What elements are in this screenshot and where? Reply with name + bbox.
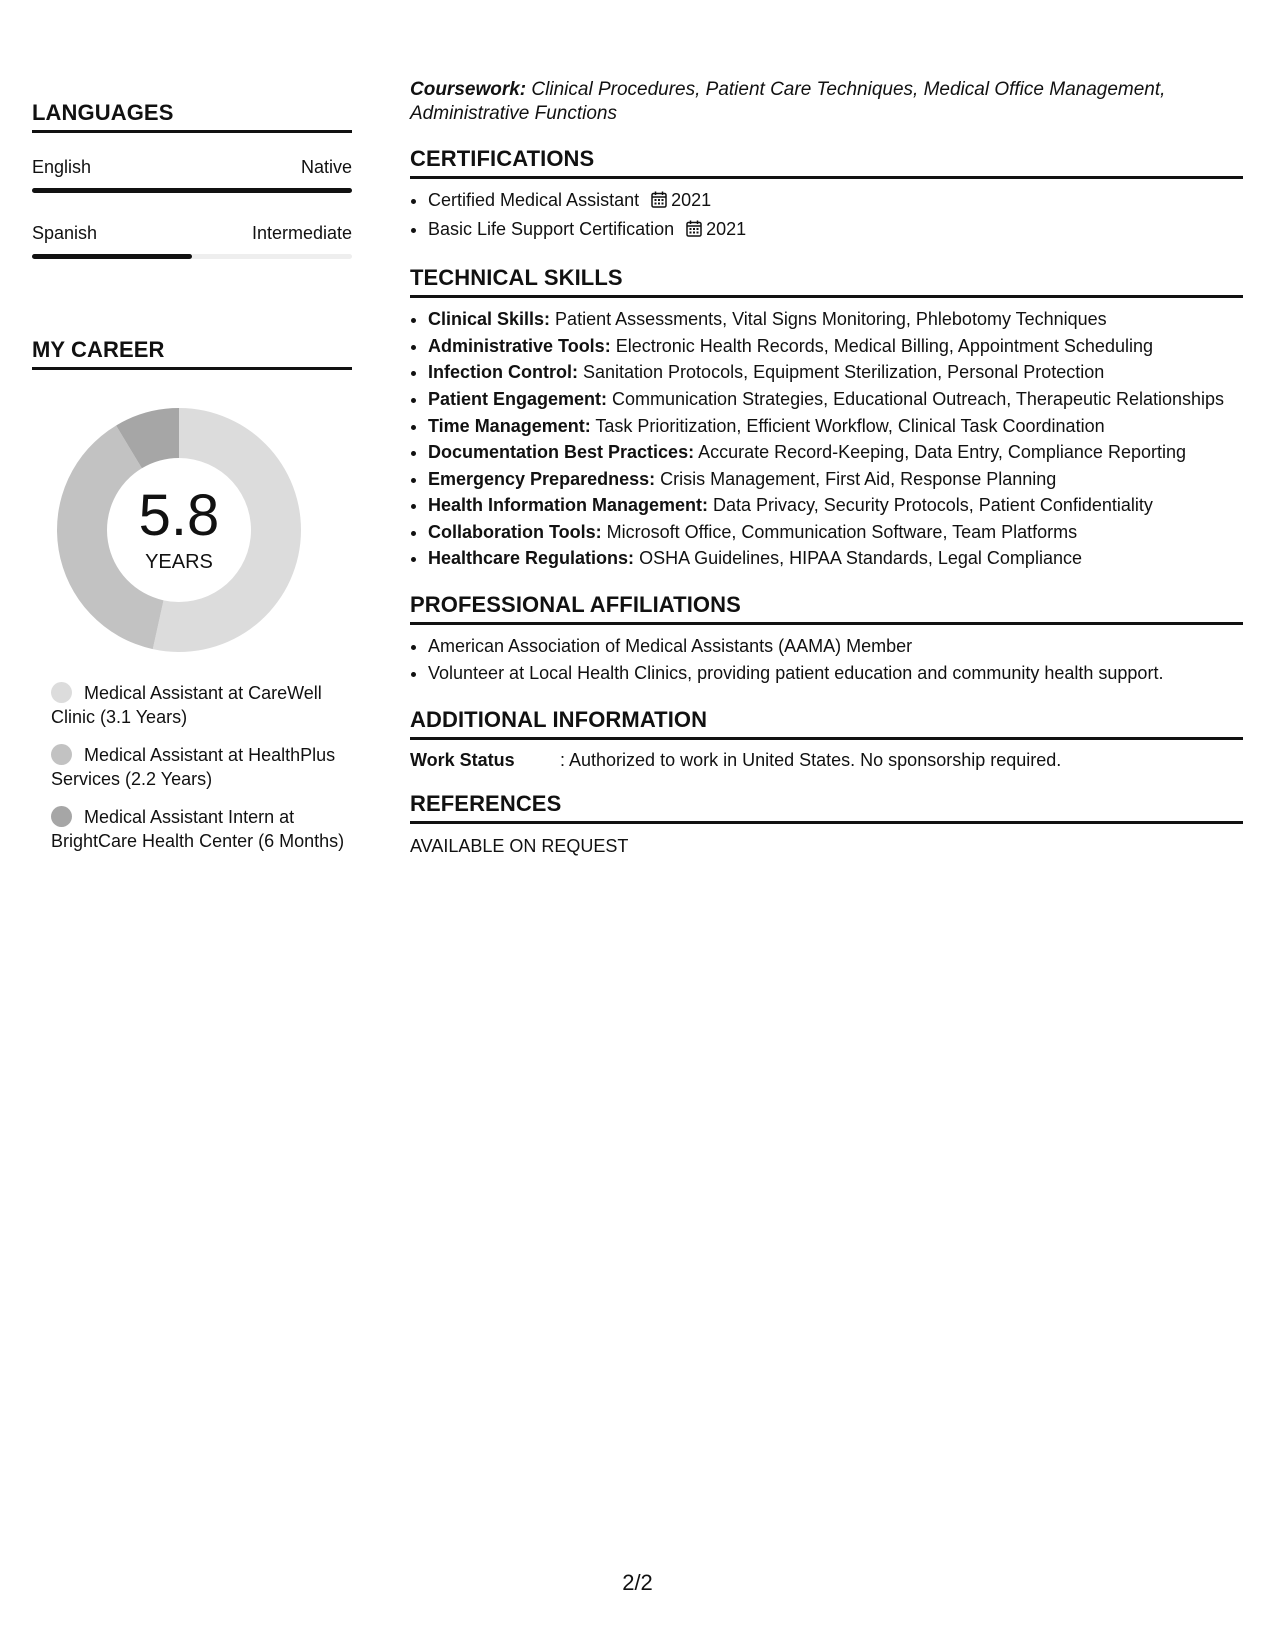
certifications-list: [410, 187, 1243, 245]
legend-item: [51, 681, 352, 729]
skill-text: Sanitation Protocols, Equipment Sterilization, Personal Protection: [577, 362, 1105, 382]
skill-item: [428, 386, 1243, 413]
legend-label: Medical Assistant at CareWell Clinic (3.1 Years): [51, 683, 322, 727]
language-level: Native: [300, 157, 352, 177]
technical-skills-section: [410, 265, 1243, 572]
skill-text: Microsoft Office, Communication Software, Team Platforms: [601, 521, 1078, 542]
language-level: Intermediate: [251, 223, 352, 243]
work-status-label: Work Status: [410, 749, 515, 770]
coursework-label: Coursework:: [410, 79, 527, 100]
skill-label: Administrative Tools:: [428, 335, 611, 356]
calendar-icon: [651, 189, 667, 216]
languages-heading: LANGUAGES: [32, 100, 352, 133]
skill-label: Patient Engagement:: [428, 388, 608, 409]
skill-item: [428, 519, 1243, 546]
certifications-heading: CERTIFICATIONS: [410, 146, 1243, 179]
certifications-section: [410, 146, 1243, 245]
language-name: Spanish: [32, 223, 98, 243]
skill-text: Patient Assessments, Vital Signs Monitoring, Phlebotomy Techniques: [550, 309, 1107, 329]
page-number: 2/2: [622, 1570, 653, 1595]
language-item: [32, 157, 352, 193]
skill-text: Crisis Management, First Aid, Response Planning: [655, 468, 1057, 489]
skill-label: Documentation Best Practices:: [428, 442, 695, 462]
skill-item: [428, 413, 1243, 440]
skill-label: Time Management:: [428, 415, 591, 436]
right-column: [410, 78, 1243, 857]
language-name: English: [32, 157, 92, 177]
skill-item: [428, 466, 1243, 493]
additional-info-section: [410, 707, 1243, 771]
references-section: [410, 791, 1243, 857]
legend-item: [51, 743, 352, 791]
skill-item: [428, 333, 1243, 360]
skill-item: [428, 359, 1243, 386]
references-text: AVAILABLE ON REQUEST: [410, 835, 629, 856]
skill-text: Communication Strategies, Educational Outreach, Therapeutic Relationships: [607, 388, 1225, 409]
language-proficiency-fill: [32, 254, 192, 259]
legend-label: Medical Assistant at HealthPlus Services (2.2 Years): [51, 745, 336, 789]
skill-text: Data Privacy, Security Protocols, Patient Confidentiality: [708, 495, 1153, 515]
references-heading: REFERENCES: [410, 791, 1243, 824]
skill-label: Emergency Preparedness:: [428, 468, 656, 489]
legend-dot: [51, 806, 72, 827]
career-donut-chart: [54, 405, 304, 655]
skill-item: [428, 545, 1243, 572]
certification-year: 2021: [671, 190, 712, 210]
technical-skills-list: [410, 306, 1243, 572]
certification-item: [428, 187, 1243, 216]
skill-text: Task Prioritization, Efficient Workflow, Clinical Task Coordination: [590, 415, 1105, 436]
language-proficiency-bar: [32, 254, 352, 259]
legend-dot: [51, 744, 72, 765]
skill-label: Clinical Skills:: [428, 309, 551, 329]
certification-year: 2021: [706, 219, 747, 239]
language-item: [32, 223, 352, 259]
legend-item: [51, 805, 352, 853]
work-status-row: [410, 750, 1243, 771]
affiliations-heading: PROFESSIONAL AFFILIATIONS: [410, 592, 1243, 625]
career-section: [32, 337, 352, 853]
skill-label: Healthcare Regulations:: [428, 548, 635, 568]
certification-name: Basic Life Support Certification: [428, 219, 675, 239]
coursework: [410, 78, 1243, 126]
skill-label: Health Information Management:: [428, 495, 709, 515]
career-total-years: 5.8: [138, 482, 220, 548]
legend-label: Medical Assistant Intern at BrightCare Health Center (6 Months): [51, 807, 345, 851]
coursework-text: Clinical Procedures, Patient Care Techniques, Medical Office Management, Administrative Functions: [410, 79, 1166, 124]
career-legend: [51, 681, 352, 853]
skill-item: [428, 439, 1243, 466]
certification-name: Certified Medical Assistant: [428, 190, 640, 210]
left-column: [32, 100, 352, 867]
affiliation-item: • Volunteer at Local Health Clinics, providing patient education and community health support.: [428, 660, 1243, 687]
language-proficiency-bar: [32, 188, 352, 193]
calendar-icon: [686, 218, 702, 245]
affiliations-section: [410, 592, 1243, 687]
skill-text: OSHA Guidelines, HIPAA Standards, Legal Compliance: [634, 548, 1082, 568]
technical-skills-heading: TECHNICAL SKILLS: [410, 265, 1243, 298]
affiliation-item: • American Association of Medical Assistants (AAMA) Member: [428, 633, 1243, 660]
skill-item: [428, 306, 1243, 333]
additional-info-heading: ADDITIONAL INFORMATION: [410, 707, 1243, 740]
career-years-unit: YEARS: [145, 550, 213, 573]
skill-text: Accurate Record-Keeping, Data Entry, Compliance Reporting: [694, 442, 1186, 462]
skill-text: Electronic Health Records, Medical Billing, Appointment Scheduling: [610, 335, 1153, 356]
skill-label: Infection Control:: [428, 362, 578, 382]
language-proficiency-fill: [32, 188, 352, 193]
skill-label: Collaboration Tools:: [428, 521, 602, 542]
work-status-value: : Authorized to work in United States. No sponsorship required.: [560, 749, 1062, 770]
skill-item: [428, 492, 1243, 519]
certification-item: [428, 216, 1243, 245]
career-heading: MY CAREER: [32, 337, 352, 370]
affiliations-list: [410, 633, 1243, 687]
legend-dot: [51, 682, 72, 703]
